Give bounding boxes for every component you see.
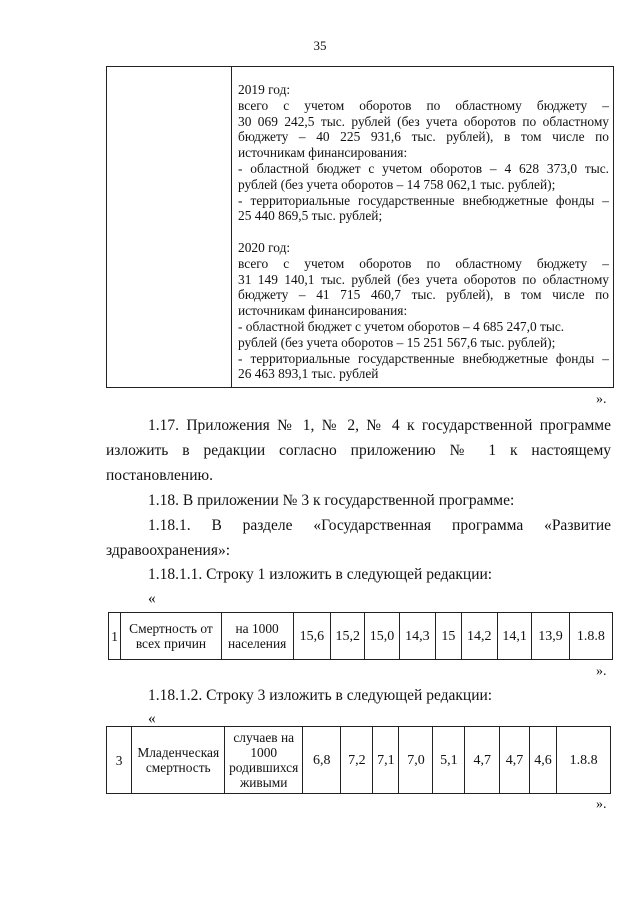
- indicator-value: 15,6: [293, 613, 331, 660]
- funding-table: [106, 66, 614, 388]
- indicator-name: Младенческая смертность: [132, 727, 225, 794]
- funding-line: - территориальные государственные внебюджетные фонды –: [238, 350, 609, 366]
- indicator-table-row-1: [108, 612, 613, 660]
- indicator-value: 4,7: [465, 727, 500, 794]
- funding-line: - областной бюджет с учетом оборотов – 4 628 373,0 тыс.: [238, 160, 609, 176]
- funding-line: 26 463 893,1 тыс. рублей: [238, 366, 379, 382]
- funding-line: рублей (без учета оборотов – 14 758 062,1 тыс. рублей);: [238, 176, 556, 192]
- opening-quote: «: [148, 590, 156, 607]
- paragraph-1-18-1-2: 1.18.1.2. Строку 3 изложить в следующей редакции:: [148, 687, 493, 704]
- funding-line: - территориальные государственные внебюджетные фонды –: [238, 192, 609, 208]
- indicator-value: 6,8: [303, 727, 341, 794]
- closing-quote: ».: [596, 664, 607, 679]
- funding-line: 30 069 242,5 тыс. рублей (без учета оборотов по областному: [238, 113, 609, 129]
- funding-line: бюджету – 40 225 931,6 тыс. рублей), в том числе по: [238, 129, 609, 145]
- row-number: 3: [107, 727, 132, 794]
- paragraph-1-18-1-line2: здравоохранения»:: [106, 542, 231, 559]
- paragraph-1-17-line2: изложить в редакции согласно приложению № 1 к настоящему: [106, 442, 611, 459]
- funding-line: источникам финансирования:: [238, 303, 408, 319]
- funding-line: 31 149 140,1 тыс. рублей (без учета оборотов по областному: [238, 271, 609, 287]
- indicator-name: Смертность от всех причин: [121, 613, 222, 660]
- indicator-value: 5,1: [433, 727, 465, 794]
- indicator-value: 7,1: [373, 727, 399, 794]
- indicator-value: 4,6: [529, 727, 556, 794]
- funding-table-left-cell: [107, 67, 232, 387]
- year-2019-heading: 2019 год:: [238, 82, 291, 97]
- funding-line: всего с учетом оборотов по областному бюджету –: [238, 255, 609, 271]
- closing-quote: ».: [596, 392, 607, 407]
- indicator-value: 4,7: [500, 727, 530, 794]
- paragraph-1-17-line1: 1.17. Приложения № 1, № 2, № 4 к государственной программе: [148, 417, 611, 434]
- row-number: 1: [109, 613, 121, 660]
- funding-line: бюджету – 41 715 460,7 тыс. рублей), в том числе по: [238, 287, 609, 303]
- funding-line: всего с учетом оборотов по областному бюджету –: [238, 97, 609, 113]
- program-reference: 1.8.8: [557, 727, 611, 794]
- funding-line: источникам финансирования:: [238, 145, 408, 161]
- paragraph-1-18: 1.18. В приложении № 3 к государственной программе:: [148, 492, 515, 509]
- indicator-value: 7,2: [341, 727, 373, 794]
- paragraph-1-18-1-1: 1.18.1.1. Строку 1 изложить в следующей редакции:: [148, 566, 493, 583]
- funding-line: 25 440 869,5 тыс. рублей;: [238, 208, 383, 224]
- table-row: [109, 613, 613, 660]
- indicator-value: 14,2: [461, 613, 497, 660]
- funding-table-right-cell: [238, 82, 609, 382]
- closing-quote: ».: [596, 797, 607, 812]
- indicator-value: 13,9: [532, 613, 570, 660]
- indicator-value: 15,2: [331, 613, 365, 660]
- indicator-value: 14,1: [497, 613, 531, 660]
- indicator-value: 14,3: [399, 613, 435, 660]
- indicator-unit: на 1000 населения: [221, 613, 293, 660]
- opening-quote: «: [148, 710, 156, 727]
- page-number: 35: [313, 38, 327, 53]
- funding-line: рублей (без учета оборотов – 15 251 567,6 тыс. рублей);: [238, 334, 556, 350]
- paragraph-1-17-line3: постановлению.: [106, 467, 213, 484]
- indicator-value: 15,0: [365, 613, 399, 660]
- funding-line: - областной бюджет с учетом оборотов – 4 685 247,0 тыс.: [238, 318, 565, 334]
- paragraph-1-18-1-line1: 1.18.1. В разделе «Государственная программа «Развитие: [148, 517, 611, 534]
- indicator-table-row-3: [106, 726, 611, 794]
- indicator-unit: случаев на 1000 родившихся живыми: [225, 727, 303, 794]
- indicator-value: 7,0: [399, 727, 433, 794]
- program-reference: 1.8.8: [569, 613, 612, 660]
- table-row: [107, 727, 611, 794]
- indicator-value: 15: [436, 613, 461, 660]
- year-2020-heading: 2020 год:: [238, 239, 291, 255]
